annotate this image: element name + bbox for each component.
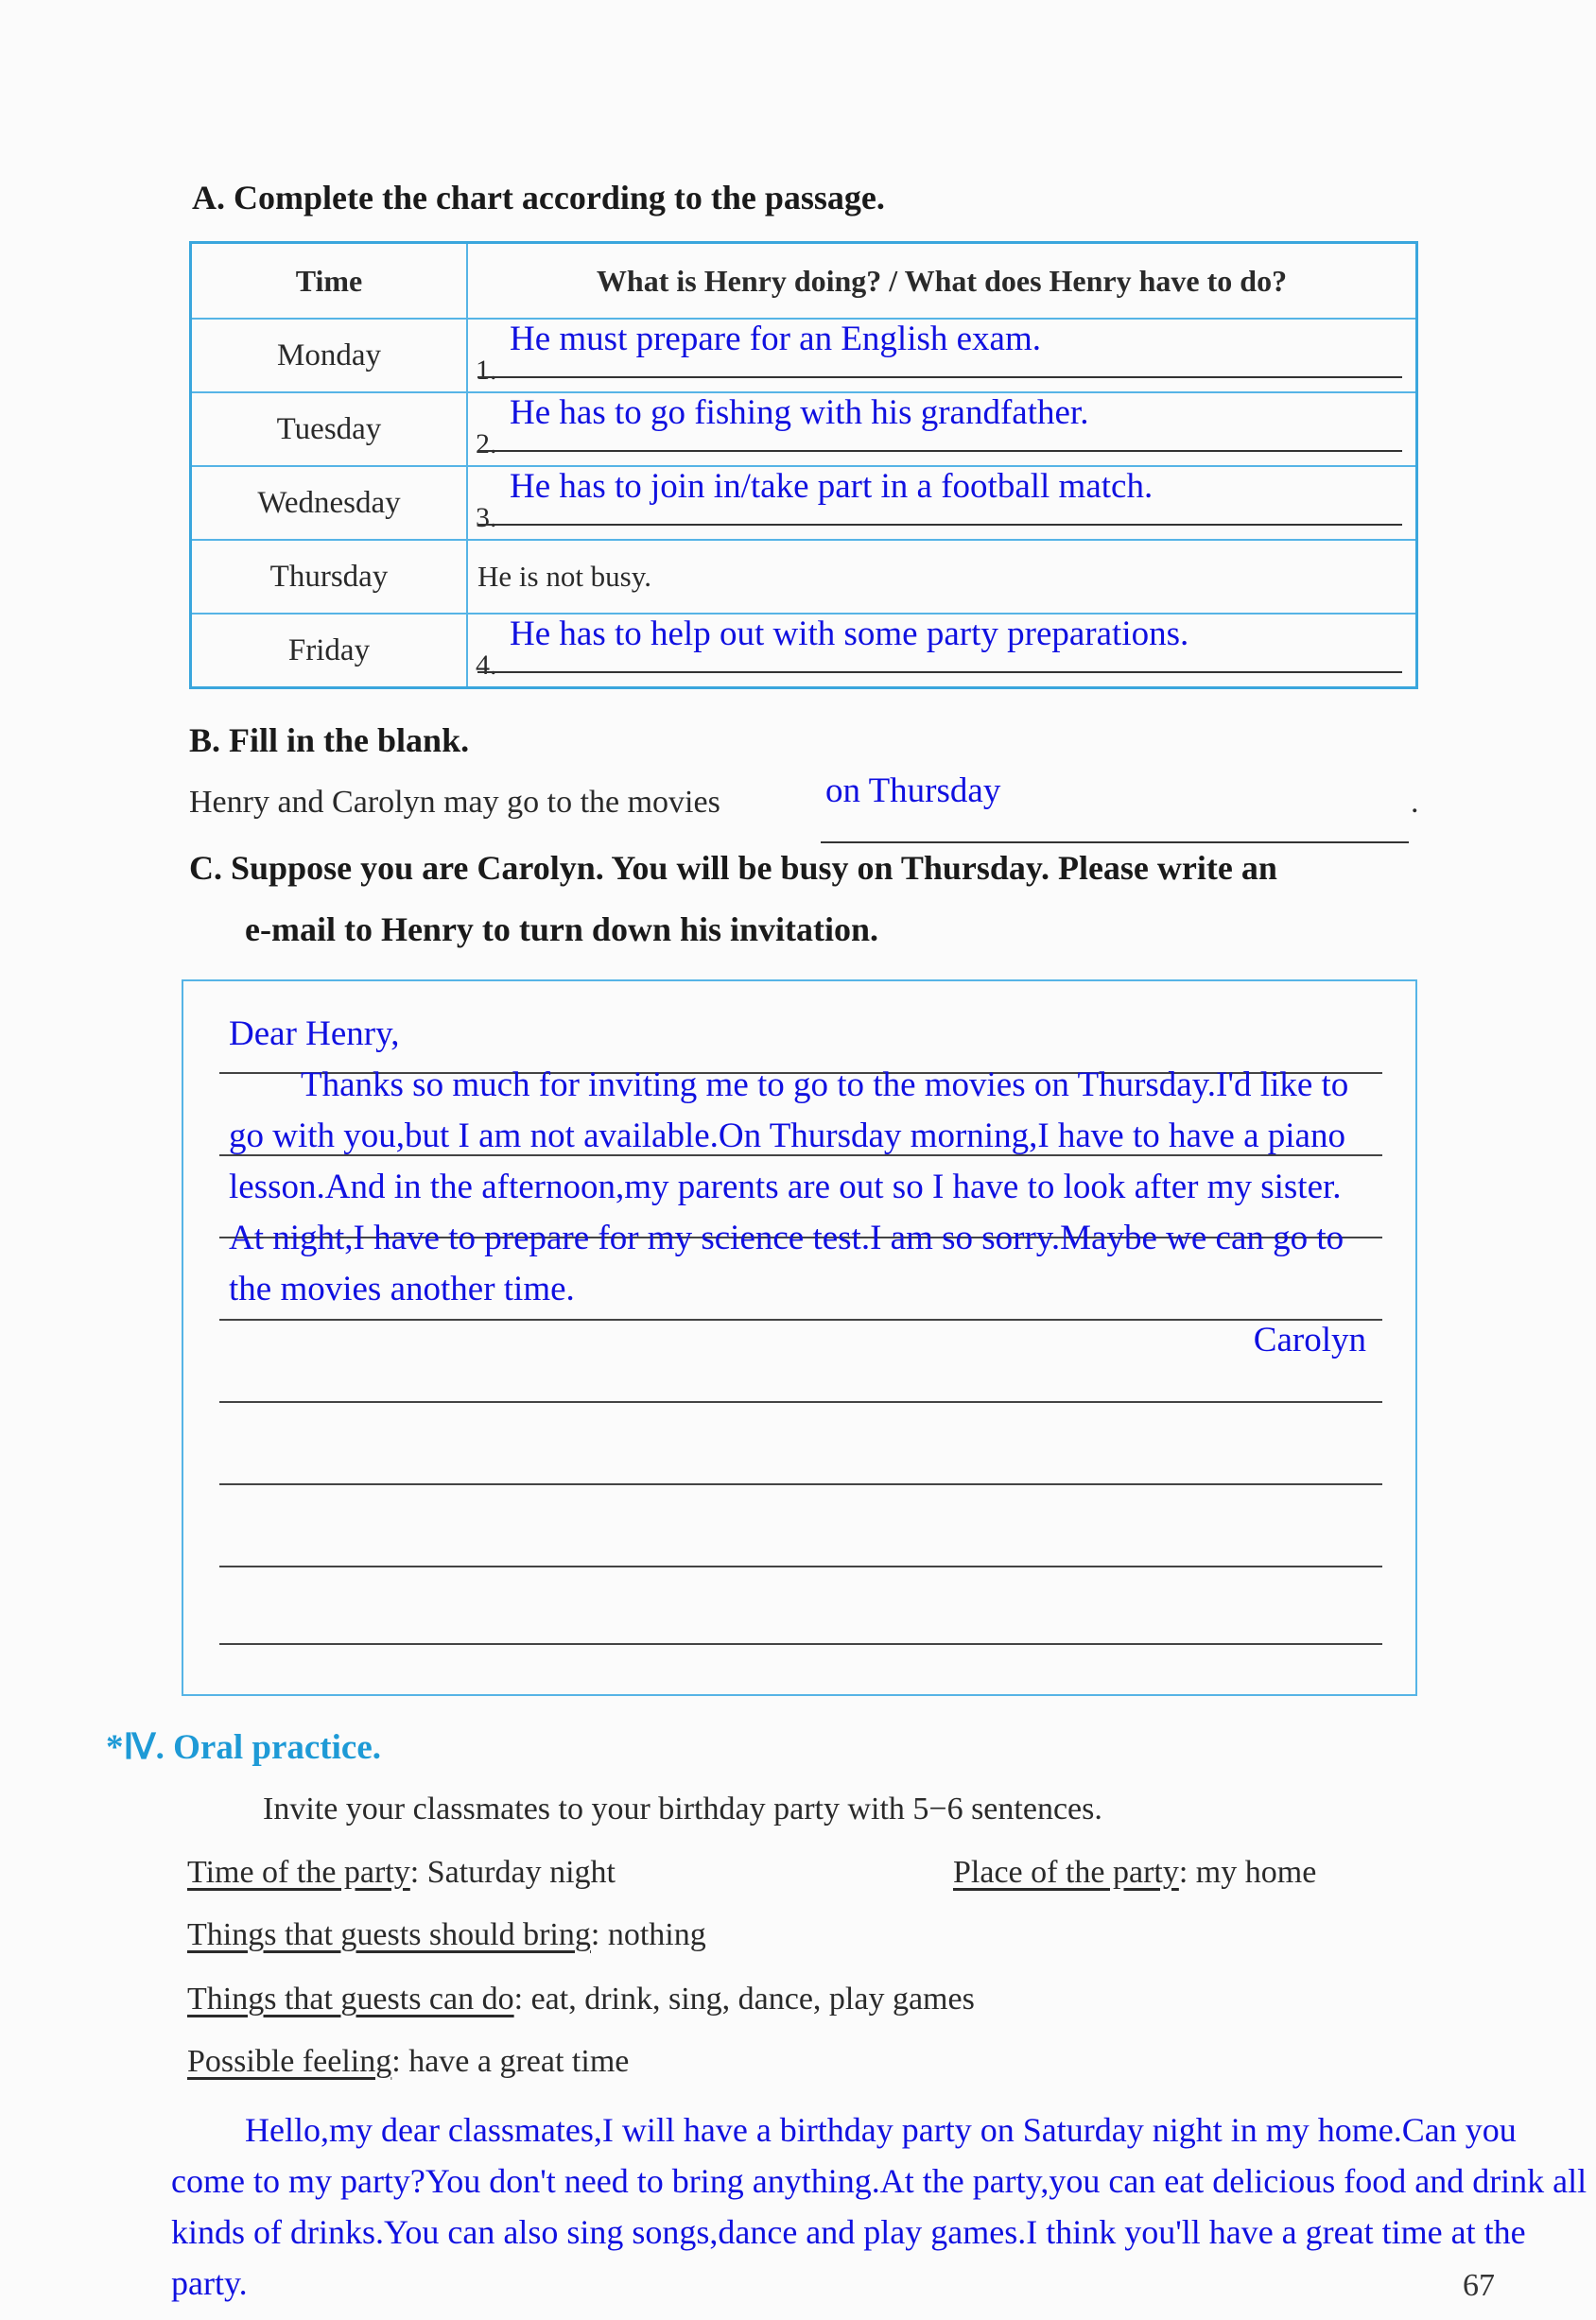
writing-line	[219, 1643, 1382, 1645]
answer-text: He must prepare for an English exam.	[510, 320, 1042, 358]
party-place	[953, 1855, 1316, 1891]
email-signature: Carolyn	[1253, 1321, 1366, 1359]
section-a-heading: A. Complete the chart according to the passage.	[192, 179, 885, 216]
email-greeting: Dear Henry,	[229, 1014, 400, 1053]
answer-cell	[467, 466, 1417, 540]
item-label: Things that guests should bring	[187, 1917, 591, 1952]
answer-cell	[467, 319, 1417, 392]
item-value: : Saturday night	[409, 1855, 616, 1890]
section-c-heading-2: e-mail to Henry to turn down his invitation.	[245, 910, 879, 948]
item-label: Possible feeling	[187, 2044, 392, 2079]
party-bring	[187, 1917, 706, 1953]
writing-line	[219, 1566, 1382, 1567]
item-number: 3.	[476, 502, 497, 533]
oral-instruction: Invite your classmates to your birthday party with 5−6 sentences.	[263, 1792, 1102, 1827]
sentence-end: .	[1411, 785, 1419, 820]
item-number: 1.	[476, 355, 497, 386]
page-number: 67	[1463, 2268, 1495, 2303]
header-time: Time	[191, 243, 468, 320]
writing-line	[219, 1319, 1382, 1321]
party-time	[187, 1855, 616, 1891]
email-line: go with you,but I am not available.On Thursday morning,I have to have a piano	[229, 1117, 1345, 1155]
party-activities	[187, 1982, 975, 2017]
item-value: : eat, drink, sing, dance, play games	[513, 1982, 975, 2017]
item-value: : have a great time	[391, 2044, 630, 2079]
answer-line	[477, 524, 1402, 526]
item-number: 4.	[476, 649, 497, 681]
table-header-row	[191, 243, 1417, 320]
section-b-heading: B. Fill in the blank.	[189, 721, 470, 759]
section-4-heading: *Ⅳ. Oral practice.	[106, 1728, 381, 1767]
item-label: Things that guests can do	[187, 1982, 514, 2017]
table-row	[191, 392, 1417, 466]
email-line: the movies another time.	[229, 1270, 575, 1308]
item-value: : my home	[1178, 1855, 1317, 1890]
item-label: Place of the party	[953, 1855, 1179, 1890]
blank-line	[821, 841, 1409, 843]
table-row	[191, 540, 1417, 614]
day-cell: Wednesday	[191, 466, 468, 540]
email-writing-box	[182, 979, 1417, 1696]
blank-answer: on Thursday	[825, 771, 1001, 810]
answer-cell	[467, 614, 1417, 688]
answer-text: He has to go fishing with his grandfather.	[510, 393, 1089, 432]
writing-line	[219, 1401, 1382, 1403]
section-c-heading: C. Suppose you are Carolyn. You will be busy on Thursday. Please write an	[189, 849, 1277, 887]
table-row	[191, 466, 1417, 540]
day-cell: Friday	[191, 614, 468, 688]
item-label: Time of the party	[187, 1855, 410, 1890]
table-row	[191, 614, 1417, 688]
item-value: : nothing	[590, 1917, 706, 1952]
party-feeling	[187, 2044, 629, 2080]
answer-line	[477, 671, 1402, 673]
table-row	[191, 319, 1417, 392]
day-cell: Monday	[191, 319, 468, 392]
oral-answer: Hello,my dear classmates,I will have a birthday party on Saturday night in my home.Can you come to my party?You don't need to bring anything.At the party,you can eat delicious food and drink all kinds of drinks.You can also sing songs,dance and play games.I think you'll have a great time at the party.	[171, 2111, 1587, 2302]
item-number: 2.	[476, 428, 497, 459]
answer-text: He has to help out with some party preparations.	[510, 615, 1189, 653]
schedule-table	[189, 241, 1418, 689]
answer-line	[477, 450, 1402, 452]
email-line: At night,I have to prepare for my science test.I am so sorry.Maybe we can go to	[229, 1219, 1344, 1257]
writing-line	[219, 1483, 1382, 1485]
answer-text: He has to join in/take part in a football match.	[510, 467, 1154, 506]
email-line: lesson.And in the afternoon,my parents are out so I have to look after my sister.	[229, 1168, 1342, 1206]
day-cell: Tuesday	[191, 392, 468, 466]
fill-sentence: Henry and Carolyn may go to the movies	[189, 785, 720, 820]
day-cell: Thursday	[191, 540, 468, 614]
answer-cell	[467, 392, 1417, 466]
email-line: Thanks so much for inviting me to go to the movies on Thursday.I'd like to	[301, 1065, 1349, 1104]
answer-cell: He is not busy.	[467, 540, 1417, 614]
answer-line	[477, 376, 1402, 378]
header-activity: What is Henry doing? / What does Henry have to do?	[467, 243, 1417, 320]
